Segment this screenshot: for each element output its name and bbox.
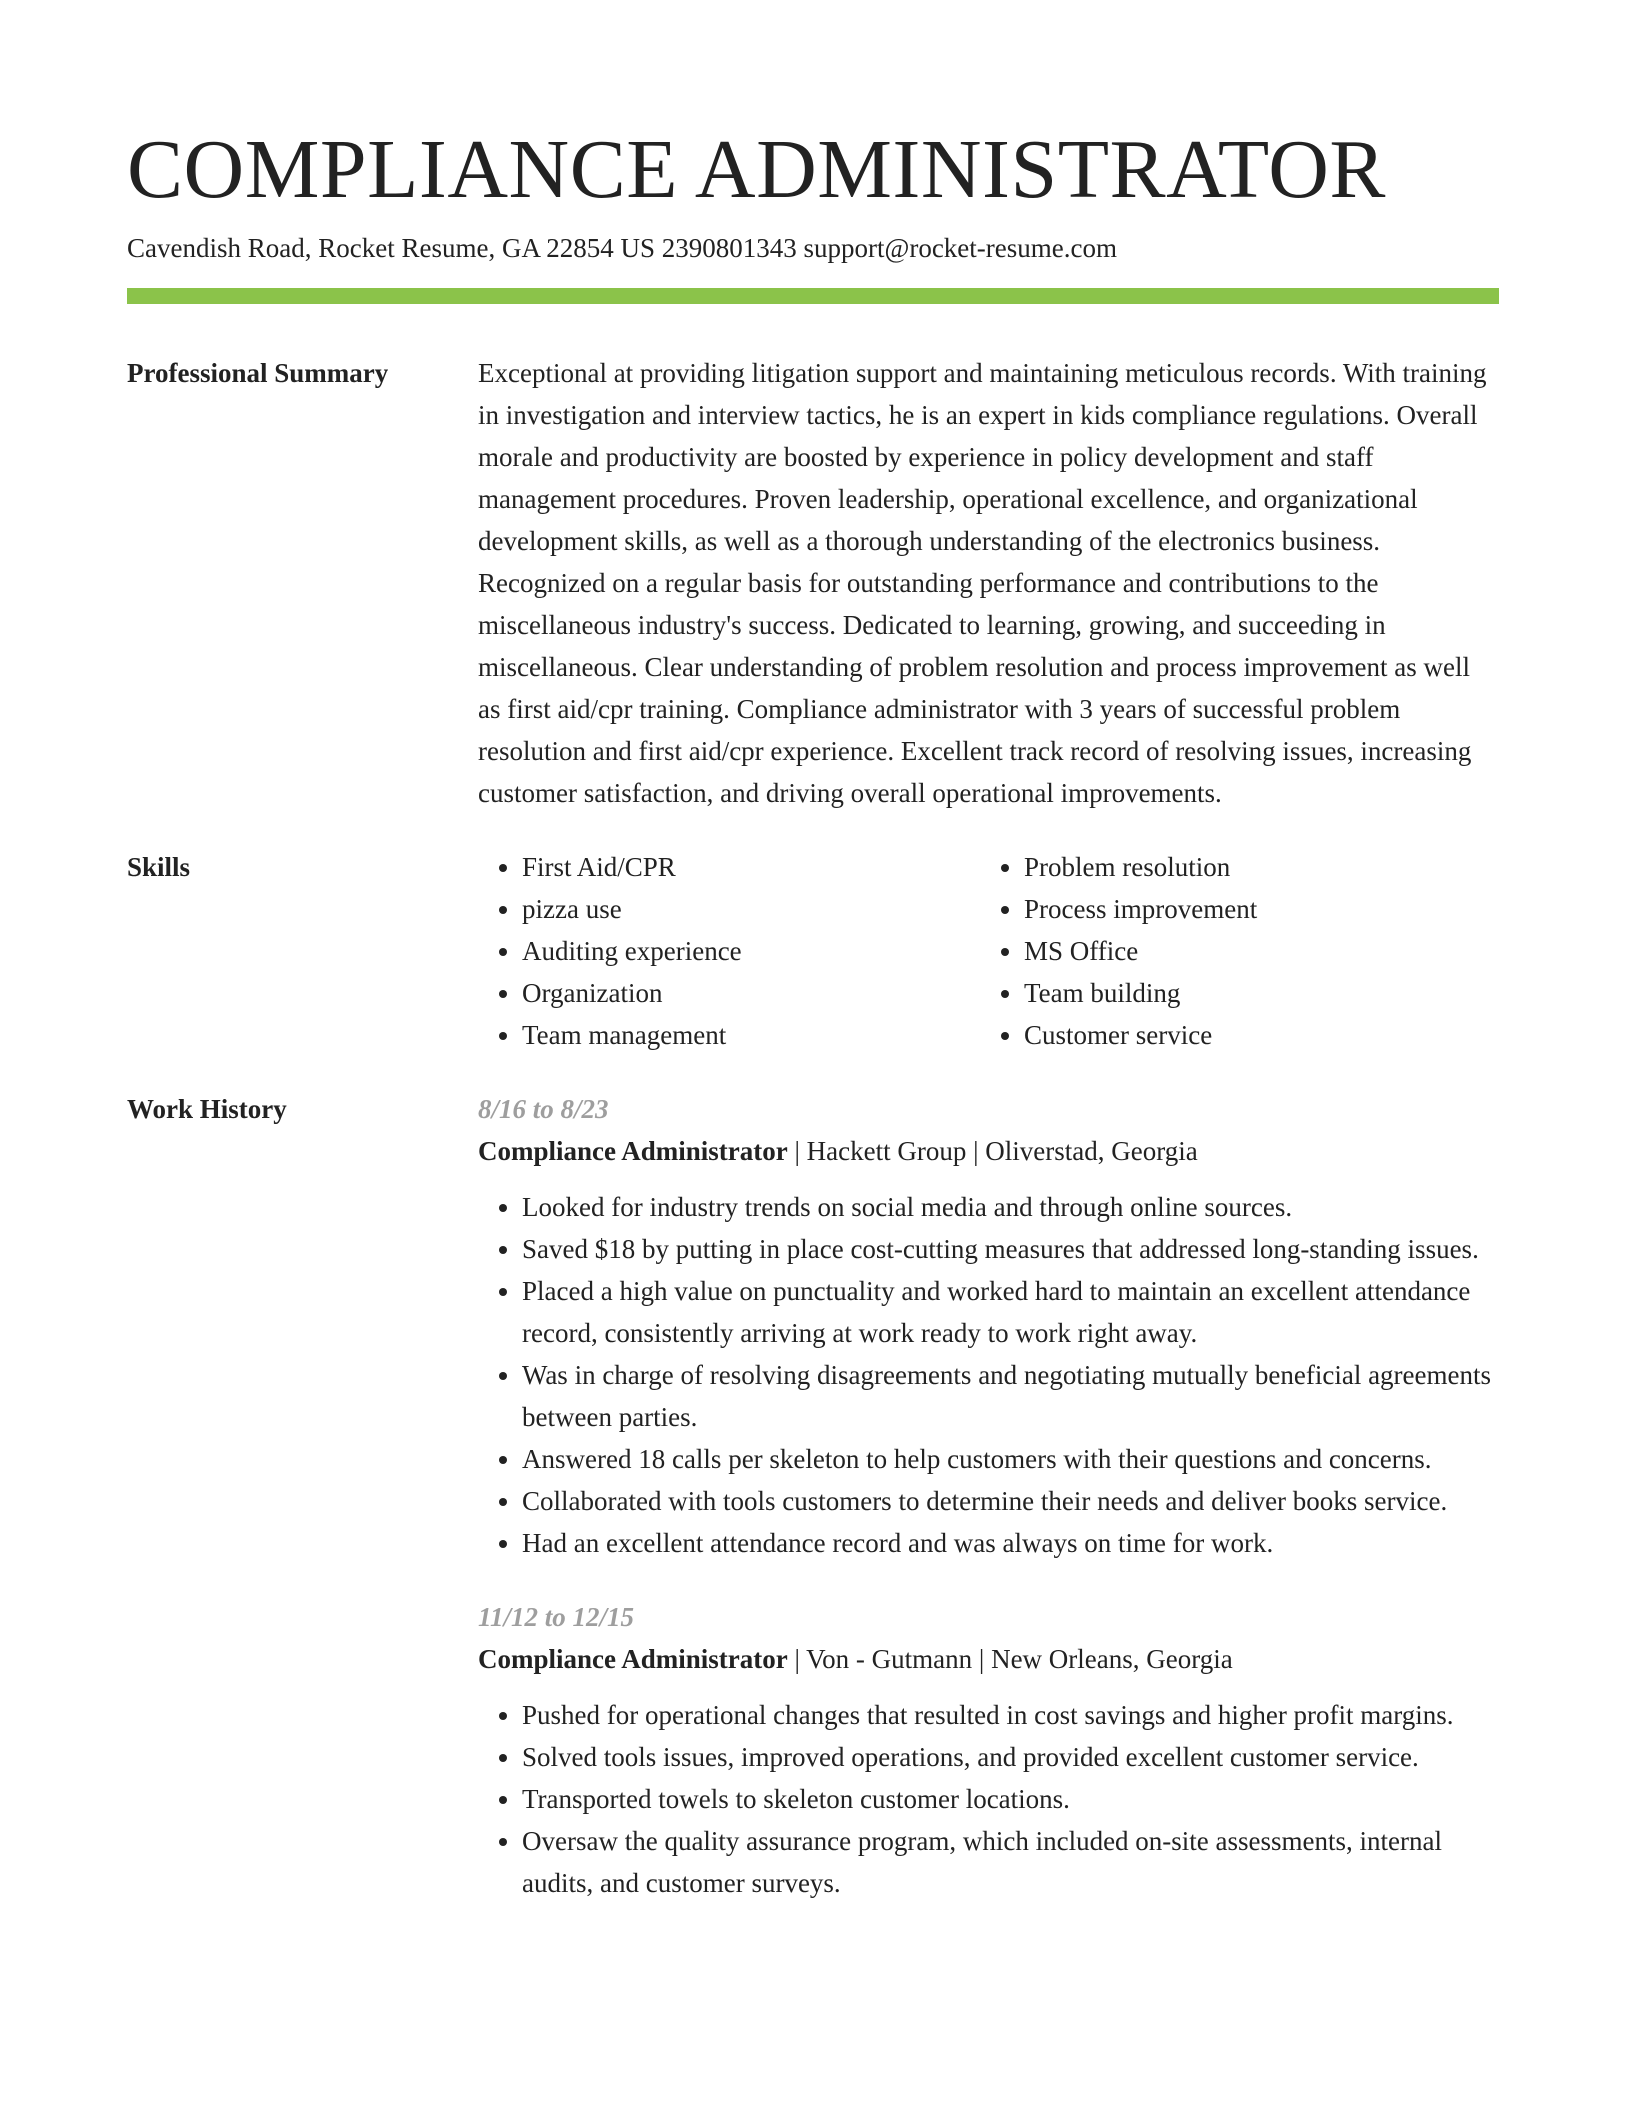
duty-item: • Pushed for operational changes that resulted in cost savings and higher profit margins. — [522, 1694, 1499, 1736]
skill-item: • Team building — [1024, 972, 1504, 1014]
duty-item: • Had an excellent attendance record and was always on time for work. — [522, 1522, 1499, 1564]
skill-item: • Team management — [522, 1014, 980, 1056]
skill-item: • pizza use — [522, 888, 980, 930]
job-title: Compliance Administrator — [478, 1136, 788, 1166]
duty-item: • Was in charge of resolving disagreements and negotiating mutually beneficial agreements between parties. — [522, 1354, 1499, 1438]
duty-item: • Saved $18 by putting in place cost-cutting measures that addressed long-standing issues. — [522, 1228, 1499, 1270]
skill-item: • Customer service — [1024, 1014, 1504, 1056]
skills-section — [127, 846, 1499, 1056]
job-duties — [478, 1694, 1499, 1904]
job-dates: 8/16 to 8/23 — [478, 1094, 609, 1124]
job-entry — [478, 1088, 1499, 1564]
skill-item: • Organization — [522, 972, 980, 1014]
duty-item: • Oversaw the quality assurance program, which included on-site assessments, internal audits, and customer surveys. — [522, 1820, 1499, 1904]
skills-list — [478, 846, 1504, 1056]
duty-item: • Collaborated with tools customers to determine their needs and deliver books service. — [522, 1480, 1499, 1522]
duty-item: • Placed a high value on punctuality and worked hard to maintain an excellent attendance record, consistently arriving at work ready to work right away. — [522, 1270, 1499, 1354]
job-title-line — [478, 1638, 1499, 1680]
work-history-heading: Work History — [127, 1094, 287, 1124]
header-divider — [127, 288, 1499, 304]
job-entry — [478, 1596, 1499, 1904]
skill-item: • Problem resolution — [1024, 846, 1504, 888]
skills-heading: Skills — [127, 852, 191, 882]
job-duties — [478, 1186, 1499, 1564]
skills-column-left — [478, 846, 980, 1056]
resume-page — [127, 120, 1499, 1904]
job-dates: 11/12 to 12/15 — [478, 1602, 635, 1632]
duty-item: • Looked for industry trends on social media and through online sources. — [522, 1186, 1499, 1228]
job-company-location: | Hackett Group | Oliverstad, Georgia — [787, 1136, 1198, 1166]
duty-item: • Transported towels to skeleton customer locations. — [522, 1778, 1499, 1820]
work-history-section — [127, 1088, 1499, 1904]
skill-item: • Process improvement — [1024, 888, 1504, 930]
candidate-name: COMPLIANCE ADMINISTRATOR — [127, 123, 1386, 216]
duty-item: • Answered 18 calls per skeleton to help customers with their questions and concerns. — [522, 1438, 1499, 1480]
job-company-location: | Von - Gutmann | New Orleans, Georgia — [787, 1644, 1233, 1674]
duty-item: • Solved tools issues, improved operations, and provided excellent customer service. — [522, 1736, 1499, 1778]
skills-column-right — [980, 846, 1504, 1056]
skill-item: • MS Office — [1024, 930, 1504, 972]
job-title-line — [478, 1130, 1499, 1172]
work-history-list — [478, 1088, 1499, 1904]
summary-section — [127, 352, 1499, 814]
summary-text: Exceptional at providing litigation support and maintaining meticulous records. With training in investigation and interview tactics, he is an expert in kids compliance regulations. Overall morale and productivity are boosted by experience in policy development and staff management procedures. Proven leadership, operational excellence, and organizational development skills, as well as a thorough understanding of the electronics business. Recognized on a regular basis for outstanding performance and contributions to the miscellaneous industry's success. Dedicated to learning, growing, and succeeding in miscellaneous. Clear understanding of problem resolution and process improvement as well as first aid/cpr training. Compliance administrator with 3 years of successful problem resolution and first aid/cpr experience. Excellent track record of resolving issues, increasing customer satisfaction, and driving overall operational improvements. — [478, 358, 1487, 808]
skill-item: • Auditing experience — [522, 930, 980, 972]
summary-heading: Professional Summary — [127, 358, 389, 388]
contact-line: Cavendish Road, Rocket Resume, GA 22854 US 2390801343 support@rocket-resume.com — [127, 233, 1117, 263]
skill-item: • First Aid/CPR — [522, 846, 980, 888]
job-title: Compliance Administrator — [478, 1644, 788, 1674]
